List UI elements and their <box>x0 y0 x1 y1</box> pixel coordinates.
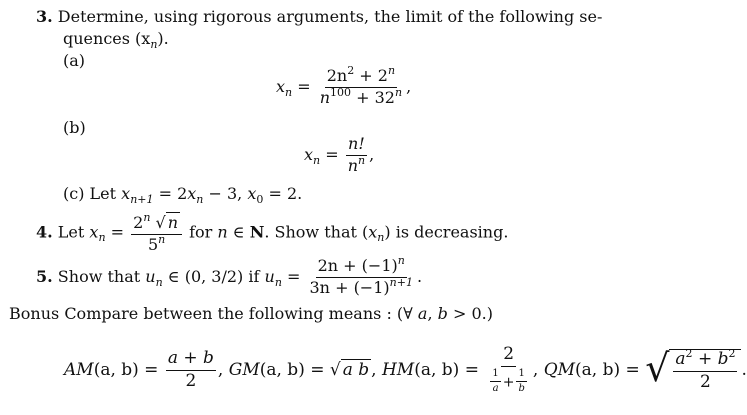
gm-symbol: GM <box>228 359 260 380</box>
qm-symbol: QM <box>543 359 576 380</box>
numerator: n! <box>346 136 367 156</box>
denominator: $3n + (-1)^{n+1}$ <box>309 275 413 297</box>
am-symbol: AM <box>64 359 94 380</box>
variable: x <box>304 144 314 164</box>
problem-3-heading <box>36 9 602 25</box>
numerator: $2n + (-1)^n$ <box>316 258 407 278</box>
subscript: n <box>285 85 293 99</box>
am-fraction: $\frac{a + b}{2}$ <box>167 348 214 391</box>
problem-text: ). <box>157 29 169 48</box>
problem-text: quences (x <box>63 29 151 48</box>
punctuation: , <box>369 144 375 164</box>
formula-part-a <box>276 64 412 107</box>
variable: x <box>276 76 286 96</box>
problem-number: 5. <box>36 266 53 286</box>
denominator: $n^n$ <box>347 153 366 175</box>
part-a-label: (a) <box>63 51 86 70</box>
sqrt-sign: √ <box>645 346 670 391</box>
problem-text: Determine, using rigorous arguments, the limit of the following se- <box>57 7 603 26</box>
denominator: 5$^n$ <box>147 232 166 254</box>
part-c: (c) Let $x_{n+1} = 2x_n - 3$, $x_0 = 2$. <box>63 184 303 206</box>
equals-sign: = <box>297 76 311 96</box>
sqrt-radicand: n <box>167 213 179 232</box>
problem-5: 5. Show that $u_n$ ∈ (0, 3/2) if $u_n$ = $\frac{2n + (-1)^n}{3n + (-1)^{n+1}}$ . <box>36 254 423 297</box>
equals-sign: = <box>325 144 339 164</box>
hm-fraction: 2 $\frac{1}{a}$ + $\frac{1}{b}$ <box>486 346 531 395</box>
fraction <box>346 136 367 175</box>
hm-symbol: HM <box>381 359 415 380</box>
denominator: $n^{100} + 32^n$ <box>319 85 403 107</box>
fraction <box>131 212 182 254</box>
fraction <box>318 64 404 107</box>
formula-part-b <box>304 136 374 175</box>
punctuation: , <box>406 76 412 96</box>
problem-3-line2 <box>63 29 169 51</box>
bonus-label: Bonus <box>9 304 60 323</box>
bonus-line: Bonus Compare between the following means : (∀ a, b > 0.) <box>9 304 493 323</box>
fraction <box>308 254 415 297</box>
numerator: 2$^n$ √ n <box>131 212 182 235</box>
problem-number: 3. <box>36 7 53 26</box>
means-formula: AM(a, b) = $\frac{a + b}{2}$ , GM(a, b) = √ a b , HM(a, b) = 2 $\frac{1}{a}$ + $\frac{1}{b}$ , QM(a, b) = √ $\frac{a^2 + b^2}{2}$ . <box>64 344 747 395</box>
qm-radicand: $\frac{a^2 + b^2}{2}$ <box>669 349 741 392</box>
subscript: n <box>150 38 158 51</box>
part-c-label: (c) Let <box>63 184 117 203</box>
problem-text: Let <box>57 222 85 242</box>
hm-denominator: $\frac{1}{a}$ + $\frac{1}{b}$ <box>492 367 525 395</box>
gm-radicand: a b <box>342 359 370 380</box>
numerator: $2n^2 + 2^n$ <box>325 68 397 88</box>
problem-number: 4. <box>36 222 53 242</box>
subscript: n <box>313 153 321 167</box>
problem-4: 4. Let $x_n$ = $\frac{2^n √ n}{5^n}$ for n ∈ N. Show that $(x_n)$ is decreasing. <box>36 211 509 254</box>
part-b-label: (b) <box>63 118 86 137</box>
